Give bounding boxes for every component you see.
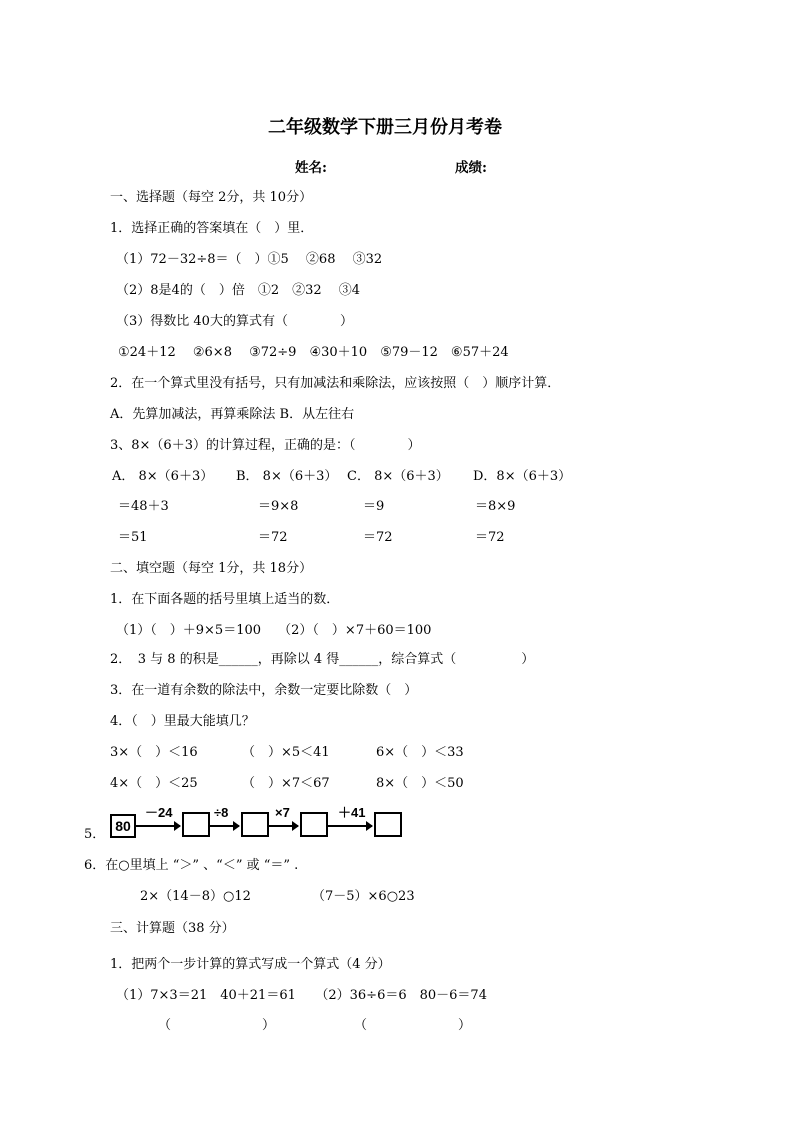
chain-box-4[interactable] [374,812,402,837]
calc-1-answer-1: （ ） [158,1018,276,1033]
fill-4-r1c: 6×（ ）＜33 [376,745,464,760]
question-1-1: （1）72－32÷8＝（ ）①5 ②68 ③32 [116,252,383,267]
question-3: 3、8×（6＋3）的计算过程，正确的是：（ ） [110,438,421,453]
chain-op-2: ÷8 [214,805,229,820]
chain-op-3: ×7 [275,805,290,820]
fill-1: 1．在下面各题的括号里填上适当的数． [110,592,340,607]
question-1-3: （3）得数比 40大的算式有（ ） [116,314,353,329]
q3-b-step1: ＝9×8 [258,499,299,514]
question-1-3-options: ①24＋12 ②6×8 ③72÷9 ④30＋10 ⑤79－12 ⑥57＋24 [118,345,509,360]
calc-1-answer-2: （ ） [354,1018,472,1033]
chain-op-1: －24 [145,805,173,820]
q3-option-d: D．8×（6＋3） [473,469,572,484]
fill-4-r1b: （ ）×5＜41 [242,745,330,760]
q3-option-b: B． 8×（6＋3） [236,469,338,484]
calc-1-items: （1）7×3＝21 40＋21＝61 （2）36÷6＝6 80－6＝74 [116,988,487,1003]
fill-3: 3．在一道有余数的除法中，余数一定要比除数（ ） [110,683,418,698]
question-2-options: A．先算加减法，再算乘除法 B．从左往右 [110,407,355,422]
page-title: 二年级数学下册三月份月考卷 [268,117,502,138]
q3-b-step2: ＝72 [258,530,288,545]
section-2-heading: 二、填空题（每空 1分，共 18分） [110,561,313,576]
section-1-heading: 一、选择题（每空 2分，共 10分） [110,190,313,205]
q3-c-step2: ＝72 [363,530,393,545]
fill-6-b: （7－5）×6○23 [312,889,415,904]
chain-box-2[interactable] [241,812,269,837]
chain-arrow-2 [210,825,239,827]
question-1-2: （2）8是4的（ ）倍 ①2 ②32 ③4 [116,283,361,298]
score-label: 成绩: [455,160,487,176]
fill-4-r2c: 8×（ ）＜50 [376,776,464,791]
section-3-heading: 三、计算题（38 分） [110,921,235,936]
fill-4: 4．（ ）里最大能填几？ [110,714,255,729]
calc-1: 1．把两个一步计算的算式写成一个算式（4 分） [110,957,391,972]
chain-box-1[interactable] [182,812,210,837]
chain-arrow-3 [269,825,298,827]
q3-a-step2: ＝51 [118,530,148,545]
q3-c-step1: ＝9 [363,499,385,514]
fill-4-r1a: 3×（ ）＜16 [110,745,198,760]
name-label: 姓名: [295,160,327,176]
q3-d-step2: ＝72 [475,530,505,545]
chain-arrow-1 [136,825,180,827]
chain-op-4: ＋41 [338,805,366,820]
q3-a-step1: ＝48＋3 [118,499,169,514]
fill-6-a: 2×（14－8）○12 [140,889,251,904]
q3-option-a: A． 8×（6＋3） [112,469,214,484]
fill-2: 2． 3 与 8 的积是______，再除以 4 得______，综合算式（ ） [110,652,535,667]
chain-arrow-4 [328,825,372,827]
fill-1-items: （1）（ ）＋9×5＝100 （2）（ ）×7＋60＝100 [116,623,432,638]
chain-box-3[interactable] [300,812,328,837]
q3-option-c: C． 8×（6＋3） [347,469,449,484]
fill-5-number: 5． [84,827,106,842]
q3-d-step1: ＝8×9 [475,499,516,514]
chain-start-box [110,814,136,838]
fill-6: 6．在○里填上 “＞” 、“＜” 或 “＝” . [84,858,299,873]
fill-4-r2a: 4×（ ）＜25 [110,776,198,791]
chain-start-value: 80 [115,818,131,834]
fill-4-r2b: （ ）×7＜67 [242,776,330,791]
question-2: 2．在一个算式里没有括号，只有加减法和乘除法，应该按照（ ）顺序计算． [110,376,561,391]
question-1: 1．选择正确的答案填在（ ）里． [110,221,314,236]
